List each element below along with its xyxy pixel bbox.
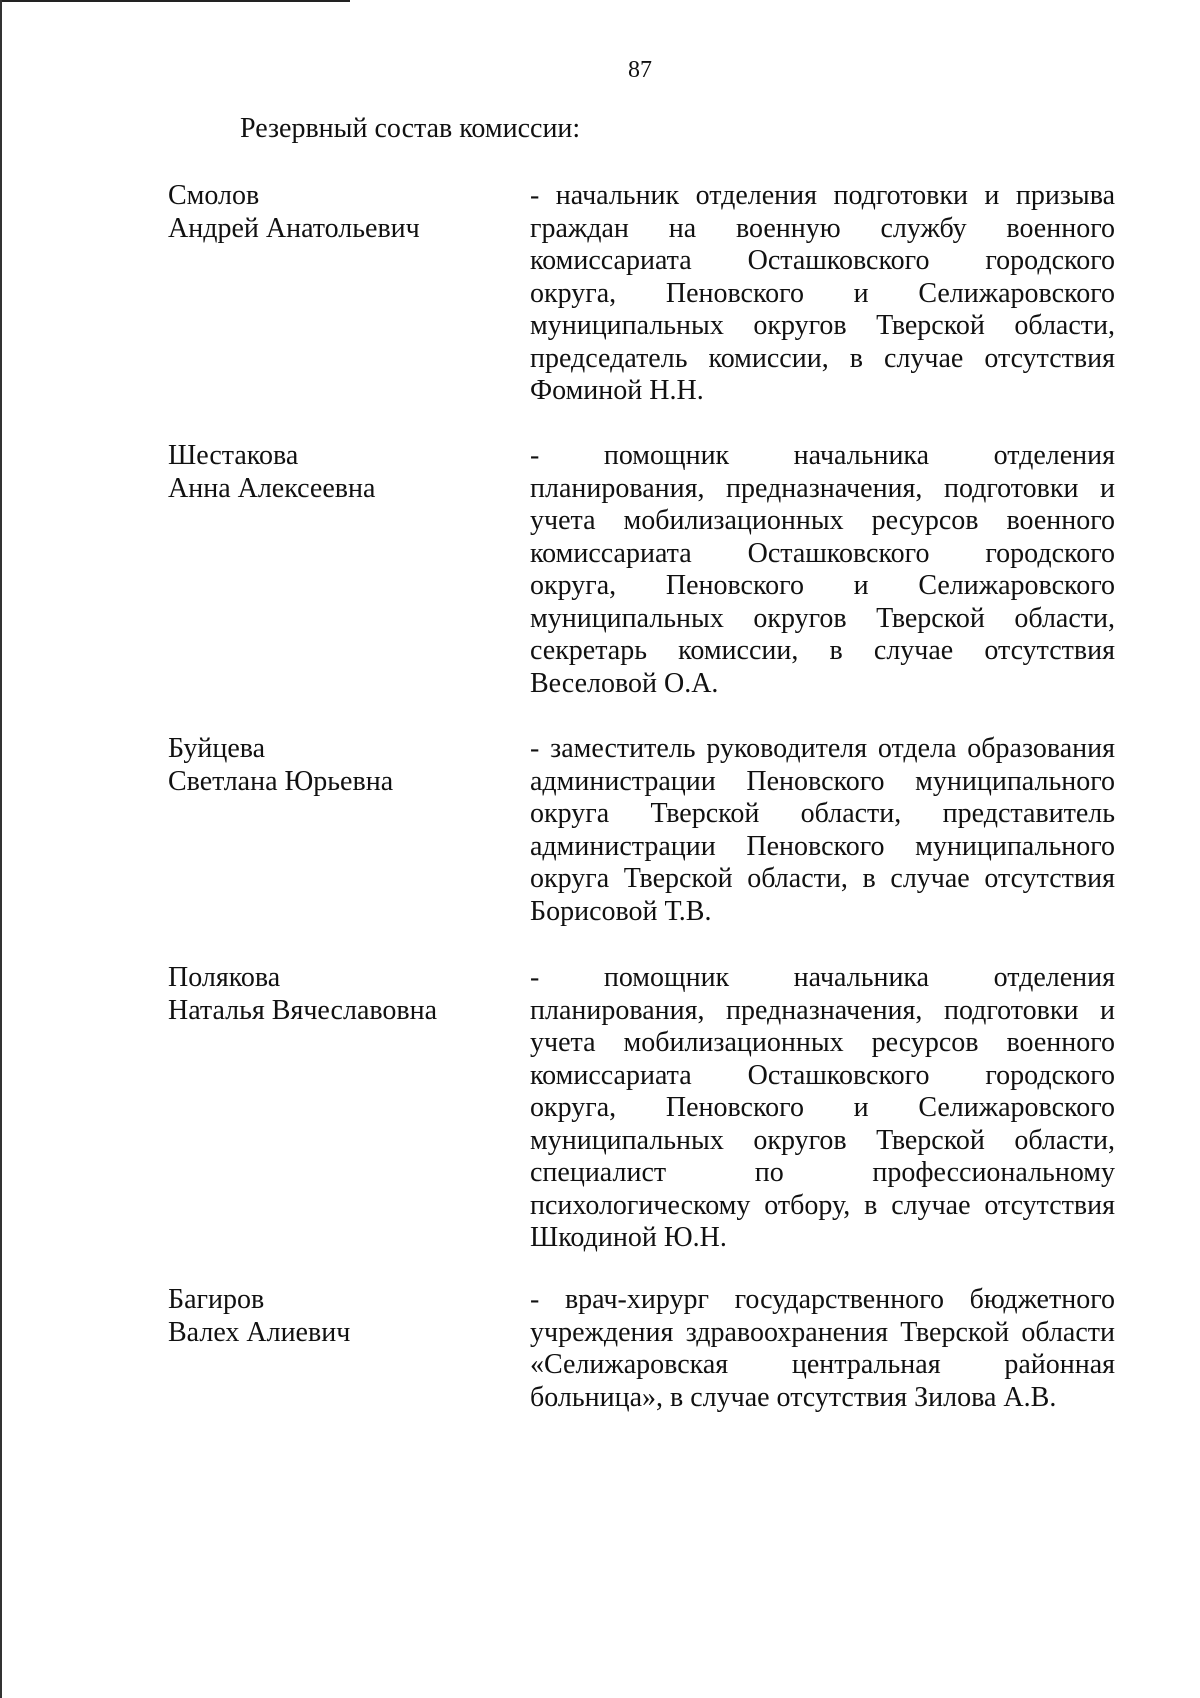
description-line: планирования, предназначения, подготовки и: [530, 472, 1115, 504]
description-line: комиссариата Осташковского городского: [530, 1059, 1115, 1091]
member-name: [168, 440, 498, 505]
member-surname: Полякова: [168, 962, 281, 993]
description-line: учета мобилизационных ресурсов военного: [530, 1027, 1115, 1058]
description-line: комиссариата Осташковского городского: [530, 245, 1115, 276]
member-given-names: Анна Алексеевна: [168, 472, 376, 504]
description-line: планирования, предназначения, подготовки и: [530, 994, 1115, 1026]
description-line: муниципальных округов Тверской области,: [530, 1124, 1115, 1156]
description-line: муниципальных округов Тверской области,: [530, 602, 1115, 634]
member-given-names: Светлана Юрьевна: [168, 765, 394, 797]
description-line: Шкодиной Ю.Н.: [530, 1222, 727, 1253]
description-line: комиссариата Осташковского городского: [530, 537, 1115, 569]
member-name: [168, 733, 498, 798]
scan-edge-left: [0, 0, 2, 1698]
scan-edge-top: [0, 0, 350, 2]
description-line: администрации Пеновского муниципального: [530, 765, 1115, 797]
member-description: [530, 1284, 1115, 1414]
description-line: - врач-хирург государственного бюджетного: [530, 1284, 1115, 1315]
member-name: [168, 1284, 498, 1349]
description-line: учреждения здравоохранения Тверской области: [530, 1316, 1115, 1348]
member-given-names: Наталья Вячеславовна: [168, 994, 438, 1026]
description-line: администрации Пеновского муниципального: [530, 830, 1115, 862]
member-description: [530, 962, 1115, 1255]
member-surname: Буйцева: [168, 733, 266, 764]
member-surname: Багиров: [168, 1284, 265, 1315]
description-line: председатель комиссии, в случае отсутствия: [530, 342, 1115, 374]
member-description: [530, 180, 1115, 408]
description-line: округа, Пеновского и Селижаровского: [530, 570, 1115, 601]
member-name: [168, 180, 498, 245]
description-line: Веселовой О.А.: [530, 667, 719, 699]
description-line: секретарь комиссии, в случае отсутствия: [530, 635, 1115, 666]
member-surname: Шестакова: [168, 440, 299, 471]
member-description: [530, 440, 1115, 700]
page-number: 87: [628, 57, 652, 83]
member-surname: Смолов: [168, 180, 260, 211]
member-given-names: Валех Алиевич: [168, 1316, 351, 1348]
description-line: больница», в случае отсутствия Зилова А.В.: [530, 1381, 1057, 1413]
member-given-names: Андрей Анатольевич: [168, 212, 420, 244]
description-line: округа Тверской области, в случае отсутствия: [530, 863, 1115, 894]
description-line: округа, Пеновского и Селижаровского: [530, 277, 1115, 309]
description-line: «Селижаровская центральная районная: [530, 1349, 1115, 1380]
description-line: - начальник отделения подготовки и призыва: [530, 180, 1115, 211]
description-line: - помощник начальника отделения: [530, 440, 1115, 471]
member-name: [168, 962, 498, 1027]
description-line: - помощник начальника отделения: [530, 962, 1115, 993]
description-line: округа Тверской области, представитель: [530, 798, 1115, 829]
description-line: - заместитель руководителя отдела образования: [530, 733, 1115, 764]
description-line: Борисовой Т.В.: [530, 895, 712, 927]
section-title: Резервный состав комиссии:: [240, 113, 581, 144]
description-line: специалист по профессиональному: [530, 1157, 1115, 1188]
description-line: муниципальных округов Тверской области,: [530, 310, 1115, 341]
member-description: [530, 733, 1115, 928]
description-line: учета мобилизационных ресурсов военного: [530, 505, 1115, 536]
description-line: граждан на военную службу военного: [530, 212, 1115, 244]
description-line: Фоминой Н.Н.: [530, 375, 704, 406]
description-line: округа, Пеновского и Селижаровского: [530, 1092, 1115, 1123]
description-line: психологическому отбору, в случае отсутствия: [530, 1189, 1115, 1221]
